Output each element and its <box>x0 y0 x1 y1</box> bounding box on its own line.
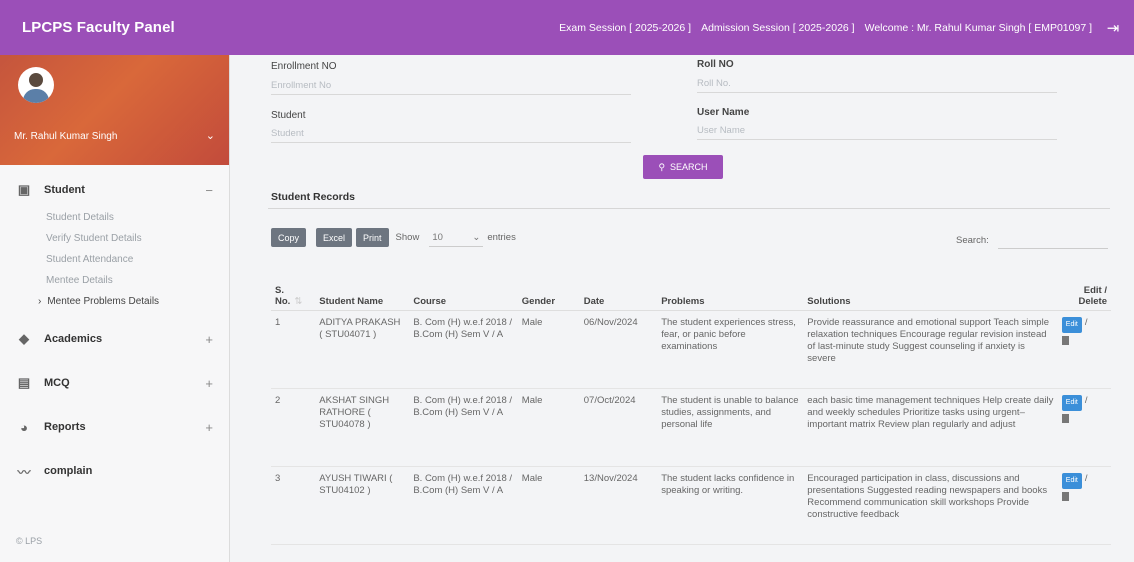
session-info <box>559 17 1134 39</box>
sidebar-subitem-mentee-details[interactable]: Mentee Details <box>46 275 113 286</box>
chevron-right-icon: › <box>38 296 42 307</box>
cell-problems: The student lacks confidence in speaking or writing. <box>657 466 803 544</box>
footer-text: © LPS <box>16 536 43 546</box>
sort-icon: ⇅ <box>294 295 303 307</box>
cell-name: ADITYA PRAKASH ( STU04071 ) <box>315 310 409 388</box>
cell-actions: Edit / <box>1058 388 1111 466</box>
copy-button[interactable]: Copy <box>271 228 306 247</box>
sidebar-item-label: complain <box>44 465 93 477</box>
expand-icon[interactable]: + <box>205 419 213 435</box>
show-label: Show <box>395 232 420 243</box>
col-date[interactable]: Date <box>580 270 657 310</box>
table-row <box>271 310 1111 388</box>
cell-gender: Male <box>518 310 580 388</box>
roll-label: Roll NO <box>697 59 734 70</box>
welcome-text: Welcome : Mr. Rahul Kumar Singh [ EMP01097 ] <box>864 21 1092 34</box>
sidebar-item-label: Academics <box>44 333 103 345</box>
col-solutions[interactable]: Solutions <box>803 270 1058 310</box>
roll-input[interactable]: Roll No. <box>697 75 1057 93</box>
sidebar-item-label: MCQ <box>44 377 70 389</box>
collapse-icon[interactable]: − <box>205 182 213 198</box>
entries-value: 10 <box>432 231 443 243</box>
avatar <box>18 67 54 103</box>
enrollment-input[interactable]: Enrollment No <box>271 77 631 95</box>
excel-button[interactable]: Excel <box>316 228 352 247</box>
table-toolbar <box>271 228 516 247</box>
sidebar-item-student[interactable] <box>0 173 229 207</box>
cell-gender: Male <box>518 388 580 466</box>
student-label: Student <box>271 110 306 121</box>
entries-select[interactable] <box>429 229 483 247</box>
book-icon: ▣ <box>17 182 31 197</box>
cell-problems: The student is unable to balance studies, assignments, and personal life <box>657 388 803 466</box>
edit-button[interactable]: Edit <box>1062 317 1082 333</box>
cell-solutions: Provide reassurance and emotional support Teach simple relaxation techniques Encourage regular revision instead of last-minute study Suggest counseling if anxiety is severe <box>803 310 1058 388</box>
col-problems[interactable]: Problems <box>657 270 803 310</box>
sidebar-subitem-student-details[interactable]: Student Details <box>46 212 114 223</box>
entries-label: entries <box>487 232 516 243</box>
student-records-table <box>271 270 1111 545</box>
main-content <box>230 55 1134 562</box>
cell-date: 13/Nov/2024 <box>580 466 657 544</box>
expand-icon[interactable]: + <box>205 331 213 347</box>
col-edit-delete: Edit / Delete <box>1058 270 1111 310</box>
cell-solutions: each basic time management techniques Help create daily and weekly schedules Prioritize tasks using urgent–important matrix Review plan regularly and adjust <box>803 388 1058 466</box>
sidebar <box>0 55 230 562</box>
list-icon: ▤ <box>17 375 31 390</box>
divider <box>268 208 1110 209</box>
expand-icon[interactable]: + <box>205 375 213 391</box>
search-button[interactable] <box>643 155 723 179</box>
cell-date: 07/Oct/2024 <box>580 388 657 466</box>
sidebar-subitem-label: Mentee Problems Details <box>47 296 160 307</box>
cell-problems: The student experiences stress, fear, or panic before examinations <box>657 310 803 388</box>
cell-sno: 1 <box>271 310 315 388</box>
edit-button[interactable]: Edit <box>1062 395 1082 411</box>
cell-date: 06/Nov/2024 <box>580 310 657 388</box>
cell-course: B. Com (H) w.e.f 2018 / B.Com (H) Sem V / A <box>409 388 517 466</box>
cell-name: AKSHAT SINGH RATHORE ( STU04078 ) <box>315 388 409 466</box>
trash-icon[interactable] <box>1062 336 1069 345</box>
sidebar-item-label: Student <box>44 184 85 196</box>
sidebar-subitem-verify-student[interactable]: Verify Student Details <box>46 233 142 244</box>
sidebar-item-label: Reports <box>44 421 86 433</box>
cell-sno: 2 <box>271 388 315 466</box>
chevron-down-icon: ⌄ <box>472 231 481 243</box>
admission-session: Admission Session [ 2025-2026 ] <box>701 21 855 34</box>
print-button[interactable]: Print <box>356 228 389 247</box>
sidebar-item-mcq[interactable] <box>0 366 229 400</box>
trash-icon[interactable] <box>1062 414 1069 423</box>
exam-session: Exam Session [ 2025-2026 ] <box>559 21 692 34</box>
sidebar-item-academics[interactable] <box>0 322 229 356</box>
sidebar-subitem-attendance[interactable]: Student Attendance <box>46 254 134 265</box>
section-title: Student Records <box>271 191 356 203</box>
col-sno[interactable]: S. No. ⇅ <box>271 270 315 310</box>
table-search-label: Search: <box>956 235 989 246</box>
profile-card[interactable] <box>0 55 229 165</box>
search-button-label: SEARCH <box>670 162 708 172</box>
cell-sno: 3 <box>271 466 315 544</box>
cell-name: AYUSH TIWARI ( STU04102 ) <box>315 466 409 544</box>
cell-solutions: Encouraged participation in class, discussions and presentations Suggested reading newspapers and books Recommend communication skill workshops Provide constructive feedback <box>803 466 1058 544</box>
username-input[interactable]: User Name <box>697 122 1057 140</box>
sidebar-nav <box>0 165 229 488</box>
cell-gender: Male <box>518 466 580 544</box>
logout-icon[interactable]: ⇥ <box>1106 19 1120 37</box>
username-label: User Name <box>697 107 750 118</box>
search-icon: ⚲ <box>658 161 666 172</box>
table-row <box>271 388 1111 466</box>
pie-chart-icon: ◕ <box>20 419 28 435</box>
profile-name: Mr. Rahul Kumar Singh <box>14 131 118 142</box>
sidebar-subitem-mentee-problems[interactable] <box>0 291 229 312</box>
table-row <box>271 466 1111 544</box>
col-course[interactable]: Course <box>409 270 517 310</box>
student-input[interactable]: Student <box>271 125 631 143</box>
trend-icon: 〰 <box>17 464 31 480</box>
cell-actions: Edit / <box>1058 310 1111 388</box>
sidebar-item-complain[interactable] <box>0 454 229 488</box>
enrollment-label: Enrollment NO <box>271 61 337 72</box>
cell-course: B. Com (H) w.e.f 2018 / B.Com (H) Sem V / A <box>409 310 517 388</box>
col-student-name[interactable]: Student Name <box>315 270 409 310</box>
table-header-row <box>271 270 1111 310</box>
graduation-cap-icon: ◆ <box>19 331 29 346</box>
cell-course: B. Com (H) w.e.f 2018 / B.Com (H) Sem V / A <box>409 466 517 544</box>
edit-button[interactable]: Edit <box>1062 473 1082 489</box>
cell-actions: Edit / <box>1058 466 1111 544</box>
trash-icon[interactable] <box>1062 492 1069 501</box>
sidebar-item-reports[interactable] <box>0 410 229 444</box>
col-gender[interactable]: Gender <box>518 270 580 310</box>
table-search-input[interactable] <box>998 233 1108 249</box>
brand-title[interactable]: LPCPS Faculty Panel <box>22 19 175 36</box>
top-navbar <box>0 0 1134 55</box>
chevron-down-icon[interactable]: ⌄ <box>205 130 215 142</box>
